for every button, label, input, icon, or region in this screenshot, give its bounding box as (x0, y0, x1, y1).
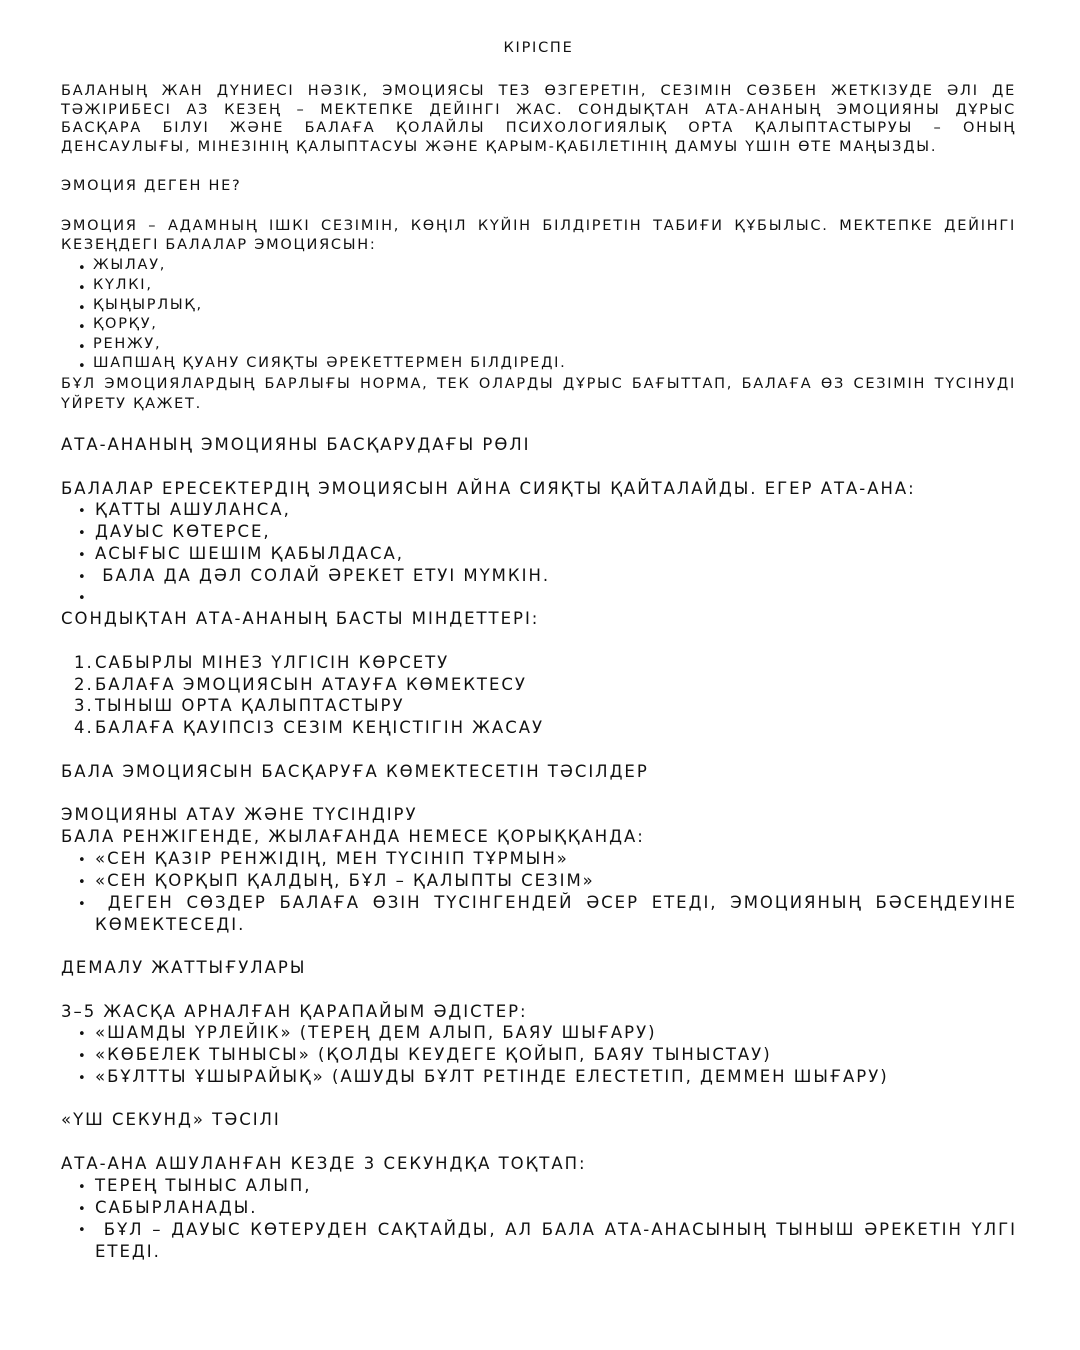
list-item: БАЛАҒА ҚАУІПСІЗ СЕЗІМ КЕҢІСТІГІН ЖАСАУ (95, 718, 545, 737)
section-heading-three-seconds: «ҮШ СЕКУНД» ТӘСІЛІ (61, 1110, 281, 1129)
bullet-icon: • (78, 504, 86, 519)
list-item: ТЫНЫШ ОРТА ҚАЛЫПТАСТЫРУ (95, 696, 405, 715)
list-item: «КӨБЕЛЕК ТЫНЫСЫ» (ҚОЛДЫ КЕУДЕГЕ ҚОЙЫП, БАЯУ ТЫНЫСТАУ) (95, 1045, 772, 1064)
list-item: РЕНЖУ, (93, 336, 162, 352)
page-title: КІРІСПЕ (503, 40, 574, 56)
section-heading-emotion: ЭМОЦИЯ ДЕГЕН НЕ? (61, 178, 242, 194)
bullet-icon: • (78, 1071, 86, 1086)
emotion-paragraph: ЭМОЦИЯ – АДАМНЫҢ ІШКІ СЕЗІМІН, КӨҢІЛ КҮЙІН БІЛДІРЕТІН ТАБИҒИ ҚҰБЫЛЫС. МЕКТЕПКЕ ДЕЙІНГІ КЕЗЕҢДЕГІ БАЛАЛАР ЭМОЦИЯСЫН: (61, 218, 1016, 253)
bullet-icon: • (78, 853, 86, 868)
list-item: АСЫҒЫС ШЕШІМ ҚАБЫЛДАСА, (95, 544, 404, 563)
bullet-icon: • (78, 570, 86, 585)
list-item: «СЕН ҚАЗІР РЕНЖІДІҢ, МЕН ТҮСІНІП ТҰРМЫН» (95, 849, 569, 868)
bullet-icon: • (78, 897, 86, 912)
bullet-icon: • (78, 1027, 86, 1042)
three-seconds-paragraph: АТА-АНА АШУЛАНҒАН КЕЗДЕ 3 СЕКУНДҚА ТОҚТАП: (61, 1154, 587, 1173)
list-item: ДАУЫС КӨТЕРСЕ, (95, 522, 271, 541)
bullet-icon: • (78, 1180, 86, 1195)
list-item: ДЕГЕН СӨЗДЕР БАЛАҒА ӨЗІН ТҮСІНГЕНДЕЙ ӘСЕР ЕТЕДІ, ЭМОЦИЯНЫҢ БӘСЕҢДЕУІНЕ КӨМЕКТЕСЕДІ. (95, 893, 1025, 934)
list-item: КҮЛКІ, (93, 277, 153, 293)
list-item: ҚЫҢЫРЛЫҚ, (93, 297, 203, 313)
emotion-closing-paragraph: БҰЛ ЭМОЦИЯЛАРДЫҢ БАРЛЫҒЫ НОРМА, ТЕК ОЛАРДЫ ДҰРЫС БАҒЫТТАП, БАЛАҒА ӨЗ СЕЗІМІН ТҮСІНУДІ ҮЙРЕТУ ҚАЖЕТ. (61, 376, 1016, 412)
list-item: «ШАМДЫ ҮРЛЕЙІК» (ТЕРЕҢ ДЕМ АЛЫП, БАЯУ ШЫҒАРУ) (95, 1023, 657, 1042)
sub-heading-naming: ЭМОЦИЯНЫ АТАУ ЖӘНЕ ТҮСІНДІРУ (61, 805, 418, 824)
bullet-icon: • (78, 281, 86, 296)
bullet-icon: • (78, 1223, 86, 1238)
bullet-icon: • (78, 548, 86, 563)
bullet-icon: • (78, 301, 86, 316)
bullet-icon: • (78, 359, 86, 374)
list-number: 1. (74, 653, 94, 672)
list-number: 3. (74, 696, 94, 715)
section-heading-techniques: БАЛА ЭМОЦИЯСЫН БАСҚАРУҒА КӨМЕКТЕСЕТІН ТӘСІЛДЕР (61, 762, 649, 781)
bullet-icon: • (78, 340, 86, 355)
list-item: БАЛА ДА ДӘЛ СОЛАЙ ӘРЕКЕТ ЕТУІ МҮМКІН. (95, 566, 551, 585)
bullet-icon: • (78, 875, 86, 890)
list-item: САБЫРЛЫ МІНЕЗ ҮЛГІСІН КӨРСЕТУ (95, 653, 450, 672)
bullet-icon: • (78, 526, 86, 541)
intro-paragraph: БАЛАНЫҢ ЖАН ДҮНИЕСІ НӘЗІК, ЭМОЦИЯСЫ ТЕЗ ӨЗГЕРЕТІН, СЕЗІМІН СӨЗБЕН ЖЕТКІЗУДЕ ӘЛІ ДЕ ТӘЖІРИБЕСІ АЗ КЕЗЕҢ – МЕКТЕПКЕ ДЕЙІНГІ ЖАС. СОНДЫҚТАН АТА-АНАНЫҢ ЭМОЦИЯНЫ ДҰРЫС БАСҚАРА БІЛУІ ЖӘНЕ БАЛАҒА ҚОЛАЙЛЫ ПСИХОЛОГИЯЛЫҚ ОРТА ҚАЛЫПТАСТЫРУЫ – ОНЫҢ ДЕНСАУЛЫҒЫ, МІНЕЗІНІҢ ҚАЛЫПТАСУЫ ЖӘНЕ ҚАРЫМ-ҚАБІЛЕТІНІҢ ДАМУЫ ҮШІН ӨТЕ МАҢЫЗДЫ. (61, 83, 1016, 155)
list-item: ҚОРҚУ, (93, 316, 158, 332)
list-item: БҰЛ – ДАУЫС КӨТЕРУДЕН САҚТАЙДЫ, АЛ БАЛА АТА-АНАСЫНЫҢ ТЫНЫШ ӘРЕКЕТІН ҮЛГІ ЕТЕДІ. (95, 1220, 1025, 1261)
bullet-icon: • (78, 1202, 86, 1217)
breathing-paragraph: 3–5 ЖАСҚА АРНАЛҒАН ҚАРАПАЙЫМ ӘДІСТЕР: (61, 1002, 528, 1021)
parents-paragraph: БАЛАЛАР ЕРЕСЕКТЕРДІҢ ЭМОЦИЯСЫН АЙНА СИЯҚТЫ ҚАЙТАЛАЙДЫ. ЕГЕР АТА-АНА: (61, 479, 916, 498)
bullet-icon: • (78, 320, 86, 335)
section-heading-parents-role: АТА-АНАНЫҢ ЭМОЦИЯНЫ БАСҚАРУДАҒЫ РӨЛІ (61, 435, 531, 454)
list-item: «СЕН ҚОРҚЫП ҚАЛДЫҢ, БҰЛ – ҚАЛЫПТЫ СЕЗІМ» (95, 871, 595, 890)
naming-paragraph: БАЛА РЕНЖІГЕНДЕ, ЖЫЛАҒАНДА НЕМЕСЕ ҚОРЫҚҚАНДА: (61, 827, 645, 846)
duties-heading: СОНДЫҚТАН АТА-АНАНЫҢ БАСТЫ МІНДЕТТЕРІ: (61, 609, 540, 628)
list-item: ТЕРЕҢ ТЫНЫС АЛЫП, (95, 1176, 312, 1195)
list-item: ҚАТТЫ АШУЛАНСА, (95, 500, 291, 519)
list-item: БАЛАҒА ЭМОЦИЯСЫН АТАУҒА КӨМЕКТЕСУ (95, 675, 527, 694)
list-item: ЖЫЛАУ, (93, 257, 167, 273)
bullet-icon: • (78, 1049, 86, 1064)
list-item: САБЫРЛАНАДЫ. (95, 1198, 258, 1217)
bullet-icon: • (78, 591, 86, 606)
list-number: 2. (74, 675, 94, 694)
section-heading-breathing: ДЕМАЛУ ЖАТТЫҒУЛАРЫ (61, 958, 307, 977)
list-item: ШАПШАҢ ҚУАНУ СИЯҚТЫ ӘРЕКЕТТЕРМЕН БІЛДІРЕДІ. (93, 355, 567, 371)
list-item: «БҰЛТТЫ ҰШЫРАЙЫҚ» (АШУДЫ БҰЛТ РЕТІНДЕ ЕЛЕСТЕТІП, ДЕММЕН ШЫҒАРУ) (95, 1067, 889, 1086)
bullet-icon: • (78, 261, 86, 276)
list-number: 4. (74, 718, 94, 737)
